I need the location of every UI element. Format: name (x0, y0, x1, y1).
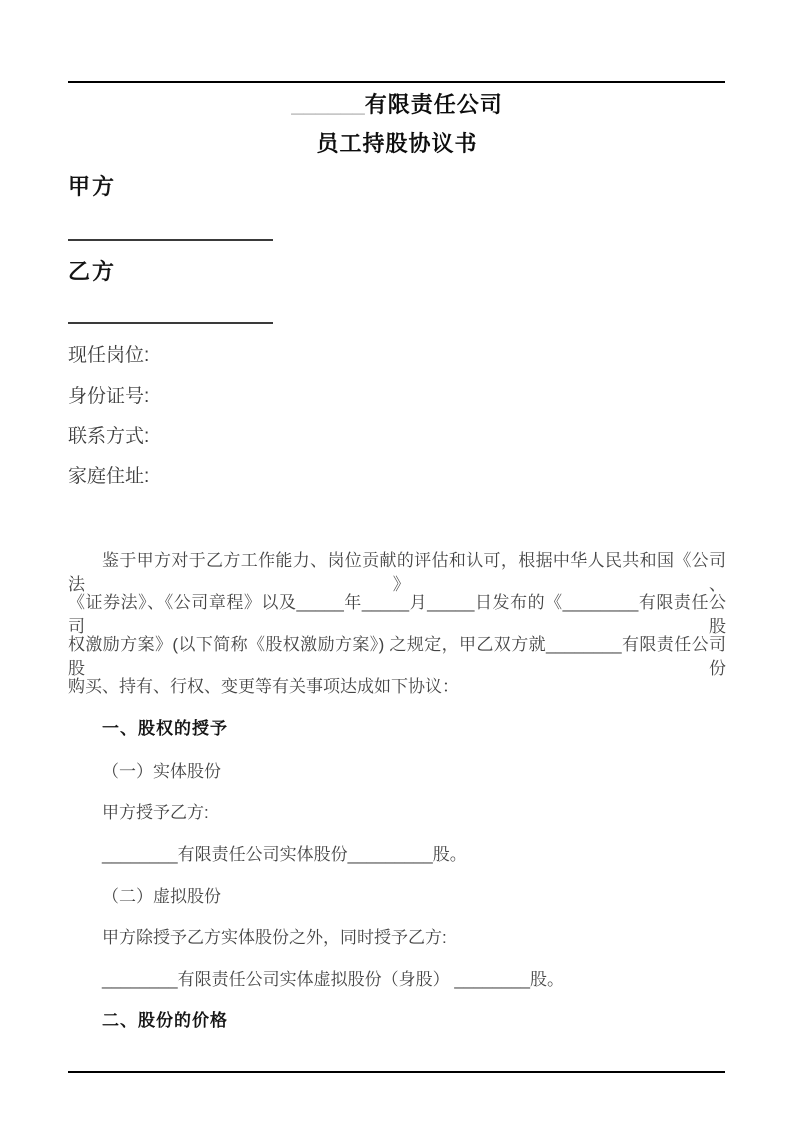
section-2-heading: 二、股份的价格 (102, 1011, 228, 1030)
title-blank-line: ______ (291, 92, 365, 117)
party-b-label: 乙方 (68, 259, 117, 284)
field-home-address: 家庭住址: (68, 466, 150, 487)
document-title: 员工持股协议书 (316, 131, 478, 156)
party-a-blank-line (68, 239, 273, 241)
preamble-line: 购买、持有、行权、变更等有关事项达成如下协议： (68, 677, 459, 696)
section-1-sub-2-title: （二）虚拟股份 (102, 887, 221, 906)
header-rule (68, 81, 725, 83)
footer-rule (68, 1071, 725, 1073)
preamble-line: 权激励方案》(以下简称《股权激励方案》) 之规定，甲乙双方就________有限责任公司股份 (68, 635, 726, 678)
section-1-sub-2-text: 甲方除授予乙方实体股份之外，同时授予乙方: (102, 928, 447, 947)
section-1-sub-1-title: （一）实体股份 (102, 762, 221, 781)
section-1-sub-2-blank-clause: ________有限责任公司实体虚拟股份（身股） ________股。 (102, 970, 564, 989)
document-title-company-line (0, 90, 794, 120)
party-a-label: 甲方 (68, 174, 117, 199)
title-company-text: 有限责任公司 (364, 92, 503, 117)
party-b-blank-line (68, 322, 273, 324)
section-1-sub-1-text: 甲方授予乙方: (102, 803, 209, 822)
field-contact: 联系方式: (68, 426, 150, 447)
field-id-number: 身份证号: (68, 386, 150, 407)
section-1-heading: 一、股权的授予 (102, 719, 228, 738)
preamble-line: 《证券法》、《公司章程》以及_____年_____月_____日发布的《________有限责任公司股 (68, 593, 726, 636)
preamble-line: 鉴于甲方对于乙方工作能力、岗位贡献的评估和认可，根据中华人民共和国《公司法》、 (68, 551, 726, 594)
field-current-position: 现任岗位: (68, 345, 150, 366)
section-1-sub-1-blank-clause: ________有限责任公司实体股份_________股。 (102, 845, 467, 864)
